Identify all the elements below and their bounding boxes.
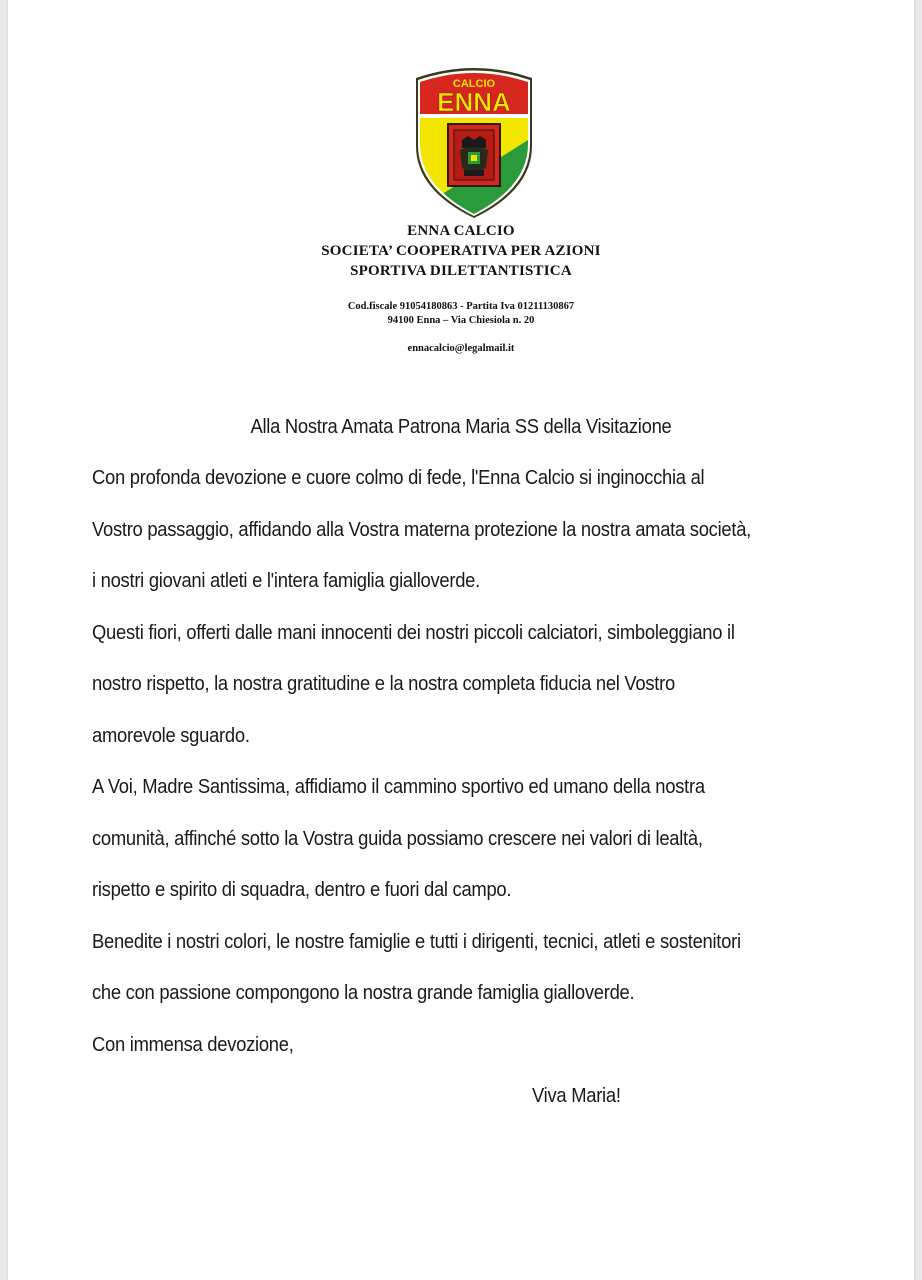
fiscal-info: Cod.fiscale 91054180863 - Partita Iva 01211130867 bbox=[347, 301, 575, 312]
letter-page bbox=[8, 0, 914, 1280]
logo-calcio-text: CALCIO bbox=[452, 78, 496, 90]
letter-signoff: Viva Maria! bbox=[532, 1085, 621, 1107]
letter-line: Con profonda devozione e cuore colmo di fede, l'Enna Calcio si inginocchia al bbox=[92, 467, 705, 489]
letter-line: comunità, affinché sotto la Vostra guida possiamo crescere nei valori di lealtà, bbox=[92, 827, 703, 850]
letter-line: Questi fiori, offerti dalle mani innocenti dei nostri piccoli calciatori, simboleggiano il bbox=[92, 621, 735, 644]
email-address: ennacalcio@legalmail.it bbox=[407, 343, 515, 354]
letter-line: amorevole sguardo. bbox=[92, 724, 250, 747]
letter-line: Vostro passaggio, affidando alla Vostra materna protezione la nostra amata società, bbox=[92, 518, 752, 541]
logo-enna-text: ENNA bbox=[437, 87, 511, 117]
letter-line: A Voi, Madre Santissima, affidiamo il cammino sportivo ed umano della nostra bbox=[92, 776, 705, 798]
letter-salutation: Alla Nostra Amata Patrona Maria SS della Visitazione bbox=[250, 416, 672, 438]
letter-line: Con immensa devozione, bbox=[92, 1033, 294, 1056]
postal-address: 94100 Enna – Via Chiesiola n. 20 bbox=[387, 315, 535, 326]
letter-body bbox=[92, 464, 852, 1082]
letter-line: rispetto e spirito di squadra, dentro e fuori dal campo. bbox=[92, 879, 512, 901]
company-type-sub: SPORTIVA DILETTANTISTICA bbox=[350, 263, 572, 279]
letter-line: Benedite i nostri colori, le nostre famiglie e tutti i dirigenti, tecnici, atleti e sostenitori bbox=[92, 930, 741, 953]
letter-line: nostro rispetto, la nostra gratitudine e la nostra completa fiducia nel Vostro bbox=[92, 673, 675, 695]
club-name: ENNA CALCIO bbox=[407, 223, 515, 239]
enna-calcio-crest-logo bbox=[404, 58, 544, 220]
company-type: SOCIETA’ COOPERATIVA PER AZIONI bbox=[321, 243, 601, 259]
letter-line: i nostri giovani atleti e l'intera famiglia gialloverde. bbox=[92, 570, 480, 592]
letter-line: che con passione compongono la nostra grande famiglia gialloverde. bbox=[92, 982, 635, 1004]
